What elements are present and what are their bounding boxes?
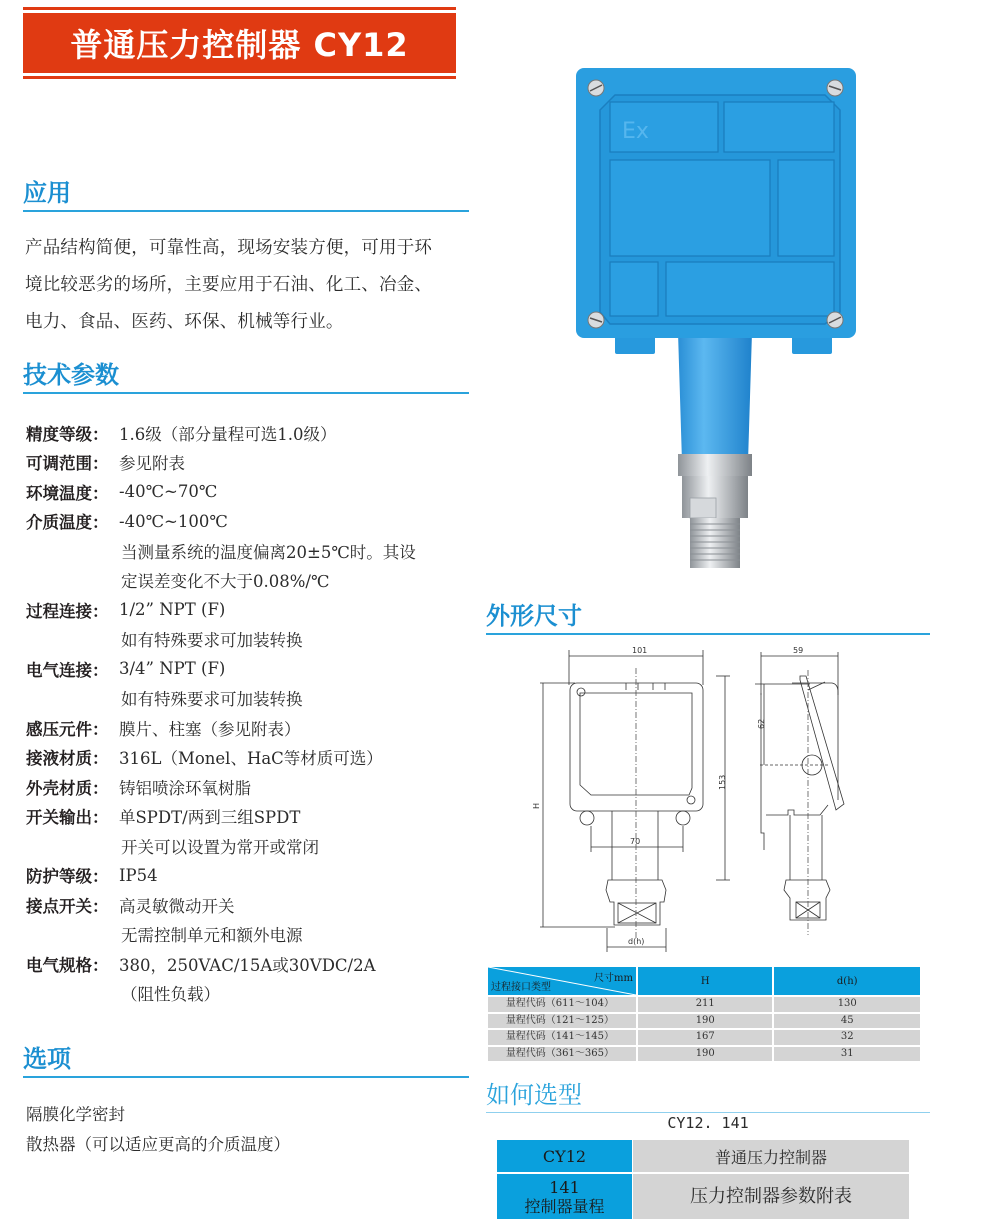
dimension-table [486, 965, 922, 1063]
application-heading: 应用 [23, 178, 469, 212]
selection-heading: 如何选型 [486, 1080, 930, 1113]
selection-table [496, 1138, 910, 1221]
section-rule [23, 1076, 469, 1078]
banner-top-rule [23, 7, 456, 10]
svg-text:62: 62 [757, 718, 766, 729]
spec-row-sensing-element: 感压元件： 膜片、柱塞（参见附表） [26, 719, 301, 739]
spec-row-electrical-rating: 电气规格： 380，250VAC/15A或30VDC/2A [26, 955, 376, 975]
selection-row: 141 控制器量程 压力控制器参数附表 [497, 1174, 909, 1219]
table-header-row [488, 967, 920, 995]
table-row: 量程代码（141～145） 167 32 [488, 1030, 920, 1045]
spec-row-housing-material: 外壳材质： 铸铝喷涂环氧树脂 [26, 778, 251, 798]
option-item: 隔膜化学密封 [26, 1105, 125, 1124]
svg-text:d(h): d(h) [628, 937, 645, 946]
product-image [570, 62, 860, 582]
title-banner [23, 7, 456, 79]
spec-row-electrical-connection: 电气连接： 3/4” NPT (F) [26, 659, 226, 680]
column-header-h: H [638, 967, 772, 995]
spec-row-media-temp: 介质温度： -40℃~100℃ [26, 511, 228, 533]
section-rule [23, 392, 469, 394]
specs-heading: 技术参数 [23, 360, 469, 394]
svg-text:153: 153 [718, 774, 727, 790]
spec-row-contact-switch: 接点开关： 高灵敏微动开关 [26, 896, 235, 916]
section-rule [486, 633, 930, 635]
table-corner-cell: 尺寸mm 过程接口类型 [488, 967, 636, 995]
dimensions-heading: 外形尺寸 [486, 601, 930, 635]
section-rule [23, 210, 469, 212]
spec-row-protection: 防护等级： IP54 [26, 865, 158, 887]
spec-row-continuation: 无需控制单元和额外电源 [121, 926, 303, 946]
spec-row-process-connection: 过程连接： 1/2” NPT (F) [26, 600, 226, 621]
spec-row-wetted-material: 接液材质： 316L（Monel、HaC等材质可选） [26, 749, 383, 769]
selection-row: CY12 普通压力控制器 [497, 1140, 909, 1172]
dimension-drawing [520, 640, 880, 960]
table-row: 量程代码（611～104） 211 130 [488, 997, 920, 1012]
spec-row-continuation: 开关可以设置为常开或常闭 [121, 837, 319, 857]
svg-text:H: H [532, 802, 541, 809]
spec-row-continuation: （阻性负载） [121, 985, 220, 1005]
options-list [26, 1100, 290, 1160]
banner-bottom-rule [23, 76, 456, 79]
table-row: 量程代码（361～365） 190 31 [488, 1047, 920, 1062]
table-row: 量程代码（121～125） 190 45 [488, 1014, 920, 1029]
model-code-example: CY12. 141 [667, 1114, 749, 1132]
spec-row-continuation: 定误差变化不大于0.08%/℃ [121, 572, 330, 592]
spec-row-continuation: 如有特殊要求可加装转换 [121, 690, 303, 710]
svg-text:59: 59 [793, 646, 804, 655]
spec-row-ambient-temp: 环境温度： -40℃~70℃ [26, 482, 218, 503]
option-item: 散热器（可以适应更高的介质温度） [26, 1135, 290, 1154]
spec-row-switch-output: 开关输出： 单SPDT/两到三组SPDT [26, 808, 301, 828]
options-heading: 选项 [23, 1044, 469, 1078]
spec-row-continuation: 如有特殊要求可加装转换 [121, 631, 303, 651]
spec-list [26, 418, 476, 1008]
page-title: 普通压力控制器 CY12 [23, 13, 456, 73]
ex-emboss-text: Ex [622, 119, 649, 144]
svg-text:101: 101 [632, 646, 648, 655]
svg-text:70: 70 [630, 837, 641, 846]
column-header-dh: d(h) [774, 967, 920, 995]
spec-row-continuation: 当测量系统的温度偏离20±5℃时。其设 [121, 542, 416, 562]
spec-row-range: 可调范围： 参见附表 [26, 454, 185, 474]
application-text: 产品结构简便，可靠性高，现场安装方便，可用于环 境比较恶劣的场所，主要应用于石油、化工、冶金、 电力、食品、医药、环保、机械等行业。 [25, 238, 433, 332]
section-rule [486, 1112, 930, 1113]
spec-row-accuracy: 精度等级： 1.6级（部分量程可选1.0级） [26, 424, 337, 444]
